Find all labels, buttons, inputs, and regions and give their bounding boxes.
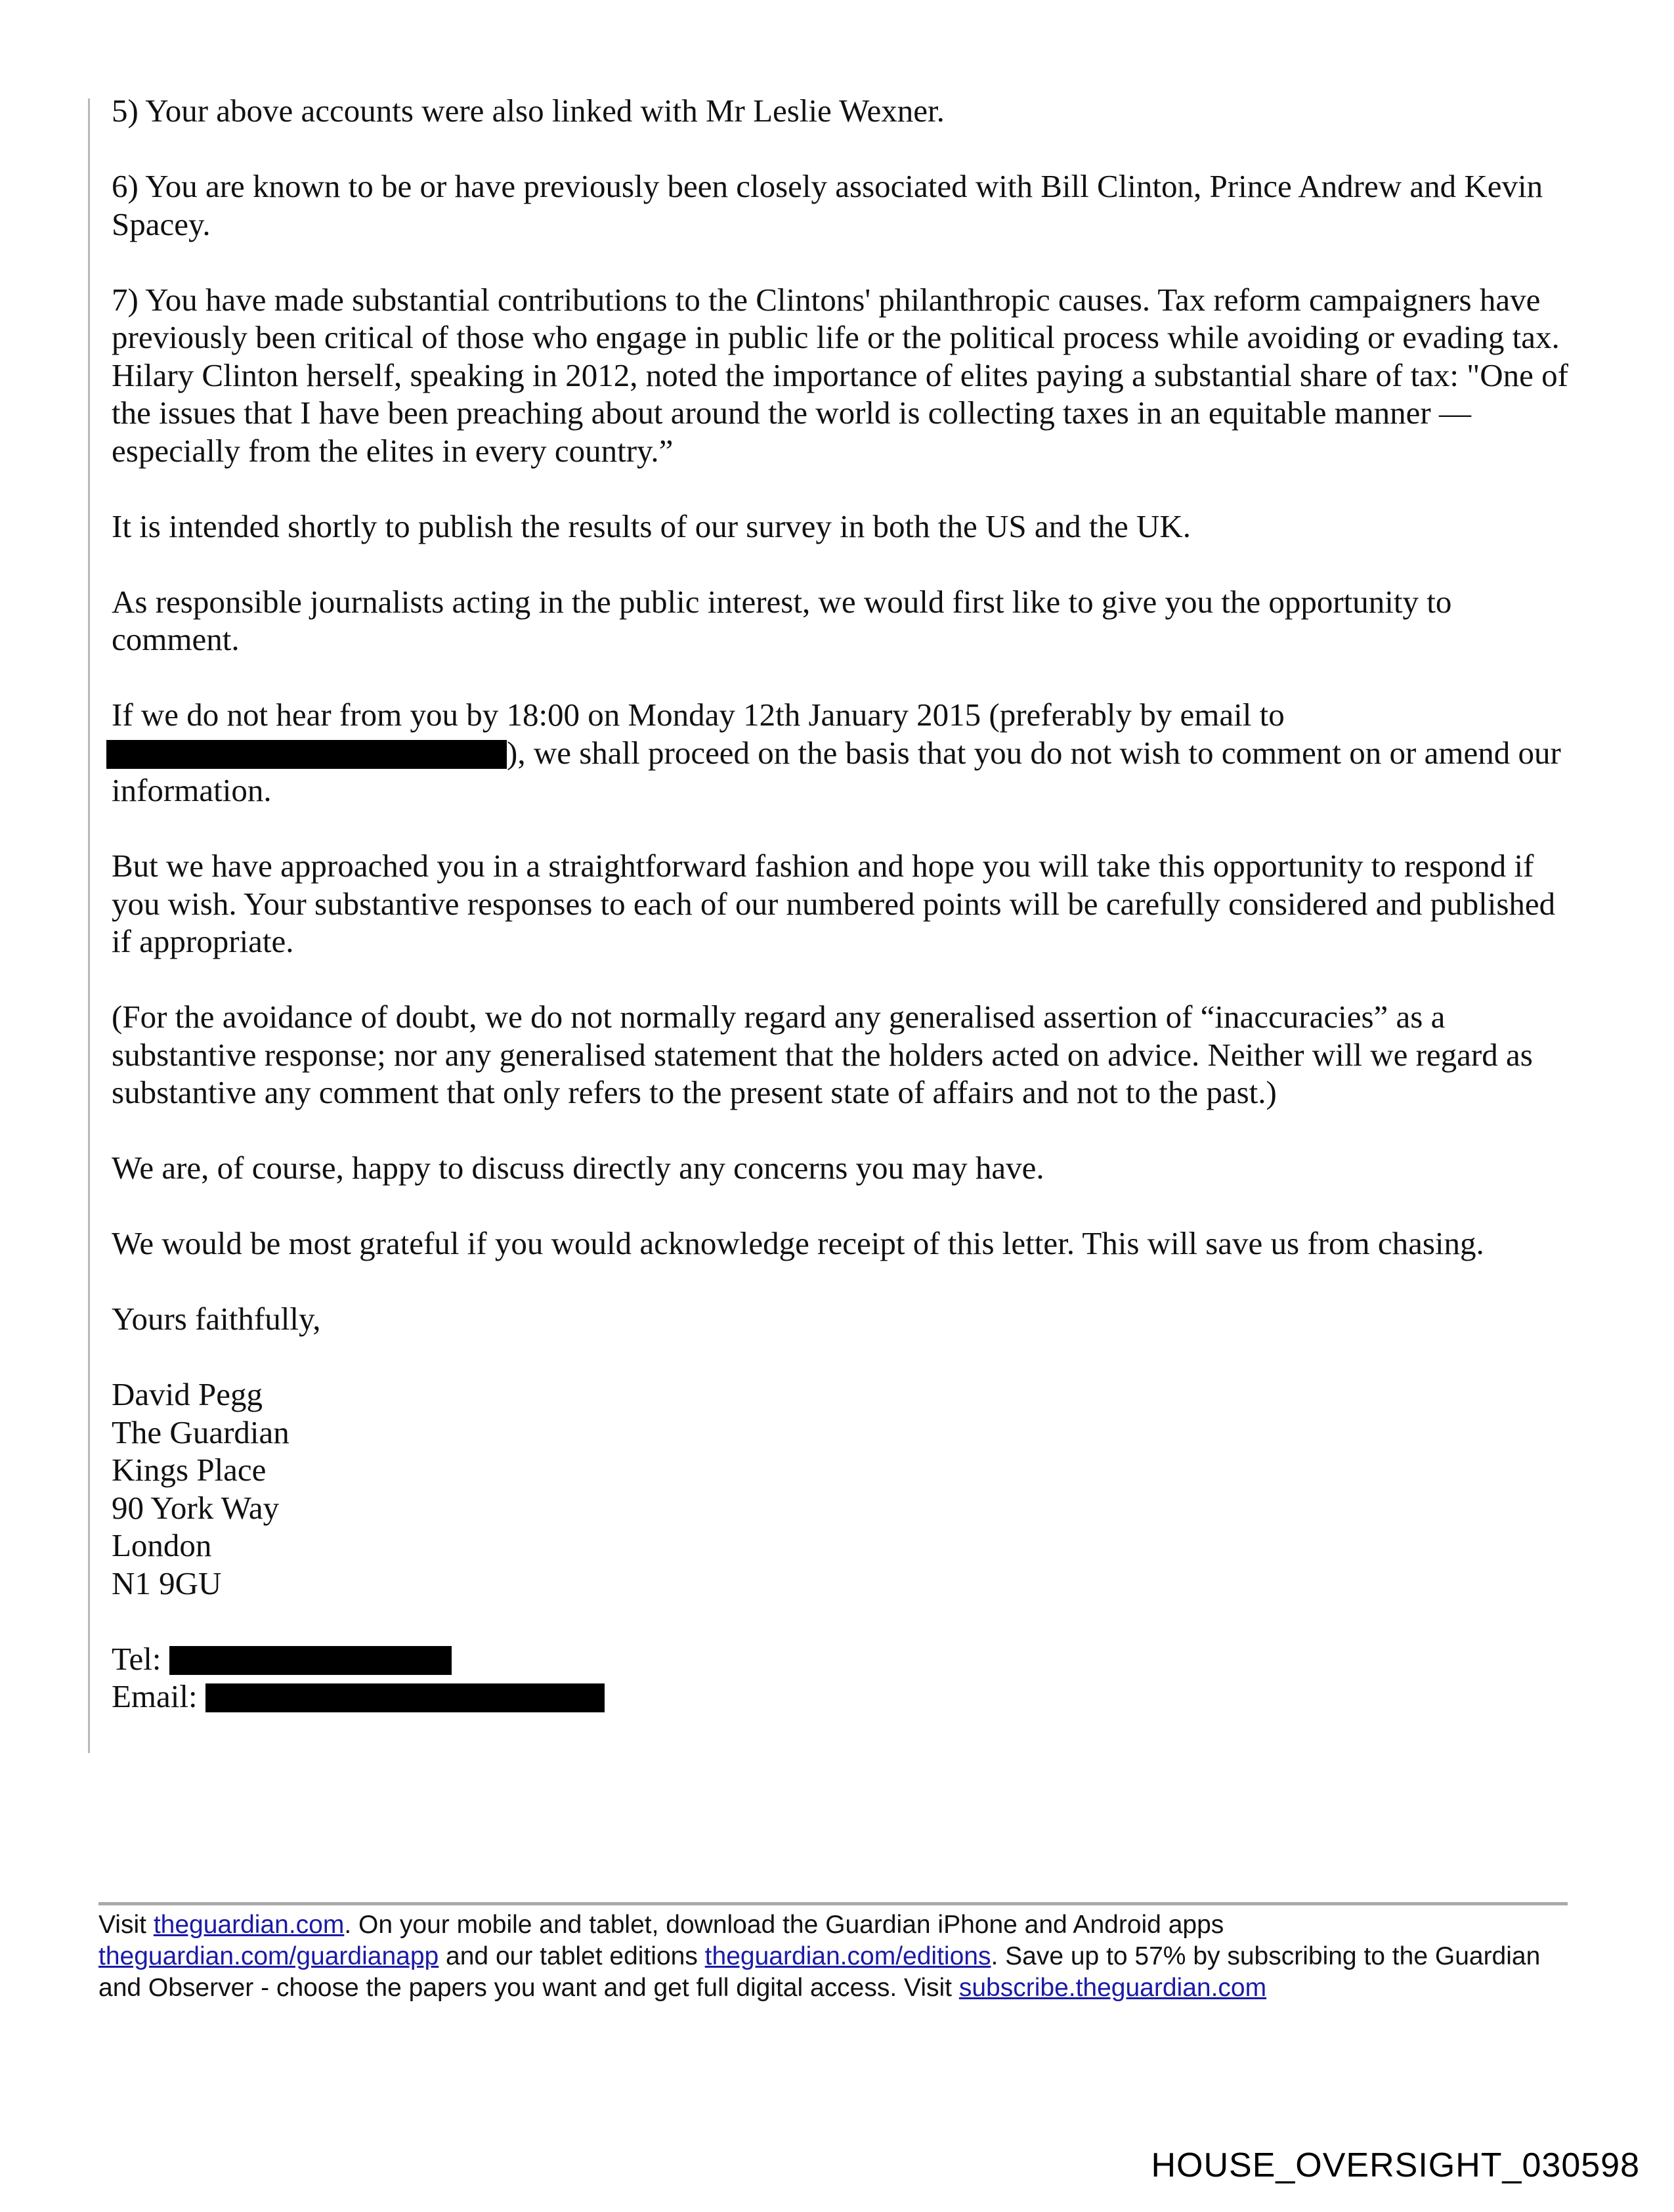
footer-link-editions[interactable]: theguardian.com/editions bbox=[704, 1942, 991, 1970]
redacted-email-box bbox=[106, 740, 507, 769]
signature-postcode: N1 9GU bbox=[112, 1565, 222, 1601]
tel-label: Tel: bbox=[112, 1640, 169, 1677]
paragraph-point-7: 7) You have made substantial contributions to the Clintons' philanthropic causes. Tax reform campaigners have previously been critical of those who engage in public life or the political process while avoiding or evading tax. Hilary Clinton herself, speaking in 2012, noted the importance of elites paying a substantial share of tax: "One of the issues that I have been preaching about around the world is collecting taxes in an equitable manner — especially from the elites in every country.” bbox=[112, 281, 1568, 469]
footer-text-3: and our tablet editions bbox=[439, 1942, 705, 1970]
paragraph-acknowledge: We would be most grateful if you would acknowledge receipt of this letter. This will save us from chasing. bbox=[112, 1225, 1484, 1261]
footer-divider bbox=[98, 1902, 1568, 1905]
footer-link-guardian[interactable]: theguardian.com bbox=[153, 1911, 345, 1939]
tel-line bbox=[112, 1640, 1582, 1678]
paragraph-deadline bbox=[112, 696, 1582, 810]
contact-block bbox=[112, 1640, 1582, 1716]
footer-link-guardianapp[interactable]: theguardian.com/guardianapp bbox=[98, 1942, 439, 1970]
bates-number: HOUSE_OVERSIGHT_030598 bbox=[1151, 2146, 1640, 2184]
footer-text-4: . Save up to 57% by subscribing to the Guardian and Observer - choose the papers you want and get full digital access. Visit bbox=[98, 1942, 1541, 2002]
signature-address-1: Kings Place bbox=[112, 1452, 267, 1488]
redacted-tel-box bbox=[169, 1646, 452, 1675]
paragraph-avoidance-of-doubt: (For the avoidance of doubt, we do not normally regard any generalised assertion of “inaccuracies” as a substantive response; nor any generalised statement that the holders acted on advice. Neither will we regard as substantive any comment that only refers to the present state of affairs and not to the past.) bbox=[112, 999, 1533, 1110]
footer-notice bbox=[98, 1909, 1582, 2004]
signature-address-2: 90 York Way bbox=[112, 1489, 280, 1526]
email-label: Email: bbox=[112, 1678, 205, 1714]
footer-link-subscribe[interactable]: subscribe.theguardian.com bbox=[958, 1974, 1267, 2002]
paragraph-opportunity: As responsible journalists acting in the public interest, we would first like to give you the opportunity to comment. bbox=[112, 583, 1452, 657]
paragraph-point-5: 5) Your above accounts were also linked with Mr Leslie Wexner. bbox=[112, 93, 945, 129]
footer-text-1: Visit bbox=[98, 1911, 154, 1939]
redacted-email-box-2 bbox=[205, 1683, 605, 1712]
closing: Yours faithfully, bbox=[112, 1301, 321, 1337]
deadline-text-before: If we do not hear from you by 18:00 on Monday 12th January 2015 (preferably by email to bbox=[112, 697, 1285, 733]
paragraph-point-6: 6) You are known to be or have previously been closely associated with Bill Clinton, Prince Andrew and Kevin Spacey. bbox=[112, 168, 1543, 242]
signature-name: David Pegg bbox=[112, 1376, 263, 1412]
paragraph-publish-notice: It is intended shortly to publish the results of our survey in both the US and the UK. bbox=[112, 508, 1191, 544]
footer-text-2: . On your mobile and tablet, download the Guardian iPhone and Android apps bbox=[344, 1911, 1224, 1939]
email-line bbox=[112, 1678, 1582, 1716]
signature-city: London bbox=[112, 1527, 212, 1563]
deadline-text-after: ), we shall proceed on the basis that you do not wish to comment on or amend our information. bbox=[112, 734, 1561, 808]
quote-bar bbox=[88, 98, 90, 1753]
signature-block bbox=[112, 1376, 1582, 1602]
letter-body bbox=[112, 92, 1582, 1753]
paragraph-discuss: We are, of course, happy to discuss directly any concerns you may have. bbox=[112, 1150, 1044, 1186]
paragraph-approach: But we have approached you in a straightforward fashion and hope you will take this opportunity to respond if you wish. Your substantive responses to each of our numbered points will be carefully considered and published if appropriate. bbox=[112, 848, 1556, 959]
signature-org: The Guardian bbox=[112, 1414, 290, 1450]
